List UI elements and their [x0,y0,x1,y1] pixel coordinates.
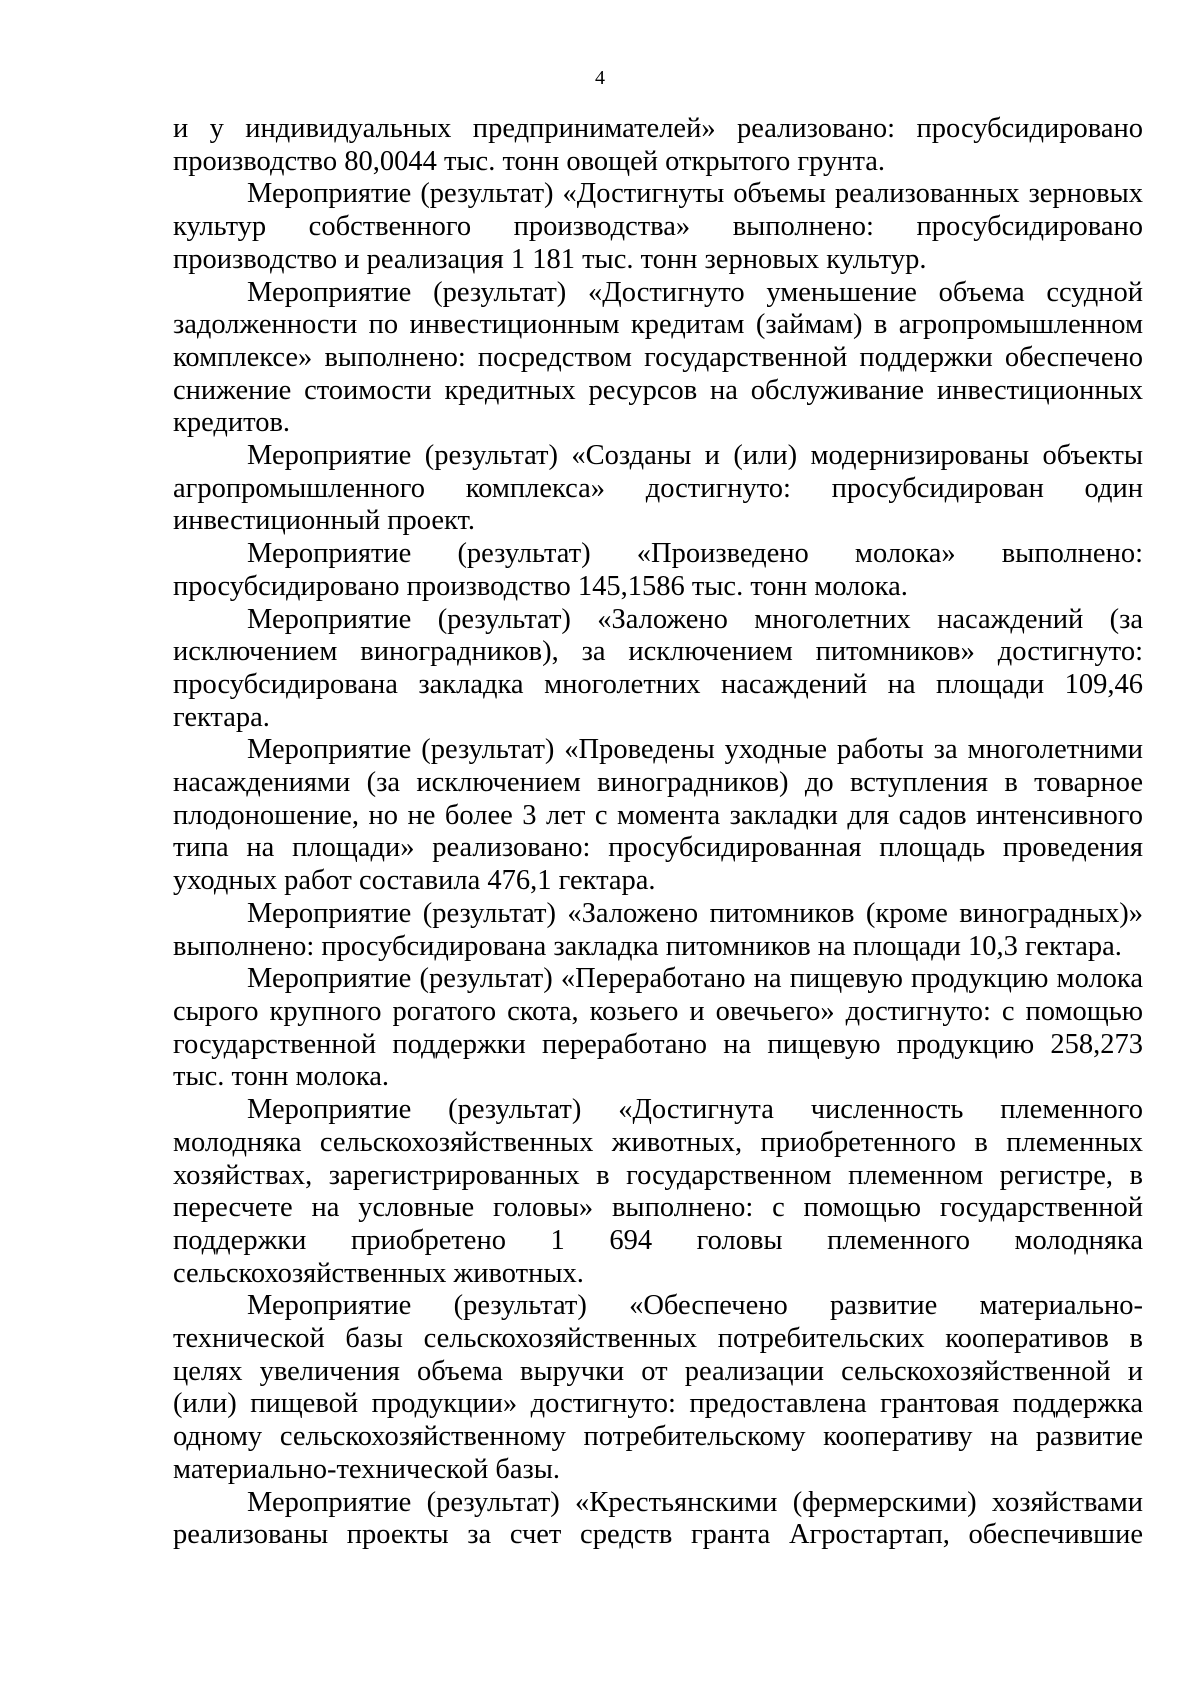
paragraph-milk-production: Мероприятие (результат) «Произведено молока» выполнено: просубсидировано производство 145,1586 тыс. тонн молока. [173,538,1143,602]
paragraph-loan-debt: Мероприятие (результат) «Достигнуто уменьшение объема ссудной задолженности по инвестиционным кредитам (займам) в агропромышленном комплексе» выполнено: посредством государственной поддержки обеспечено снижение стоимости кредитных ресурсов на обслуживание инвестиционных кредитов. [173,276,1143,439]
paragraph-nurseries: Мероприятие (результат) «Заложено питомников (кроме виноградных)» выполнено: просубсидирована закладка питомников на площади 10,3 гектара. [173,897,1143,962]
paragraph-milk-processing: Мероприятие (результат) «Переработано на пищевую продукцию молока сырого крупного рогатого скота, козьего и овечьего» достигнуто: с помощью государственной поддержки переработано на пищевую продукцию 258,273 тыс. тонн молока. [173,963,1143,1093]
paragraph-breeding-stock: Мероприятие (результат) «Достигнута численность племенного молодняка сельскохозяйственных животных, приобретенного в племенных хозяйствах, зарегистрированных в государственном племенном регистре, в пересчете на условные головы» выполнено: с помощью государственной поддержки приобретено 1 694 головы племенного молодняка сельскохозяйственных животных. [173,1094,1143,1289]
paragraph-perennial-plantings: Мероприятие (результат) «Заложено многолетних насаждений (за исключением виноградников), за исключением питомников» достигнуто: просубсидирована закладка многолетних насаждений на площади 109,46 гектара. [173,603,1143,733]
paragraph-agro-objects: Мероприятие (результат) «Созданы и (или) модернизированы объекты агропромышленного комплекса» достигнуто: просубсидирован один инвестиционный проект. [173,440,1143,537]
paragraph-agrostartup: Мероприятие (результат) «Крестьянскими (фермерскими) хозяйствами реализованы проекты за счет средств гранта Агростартап, обеспечившие [173,1486,1143,1551]
paragraph-maintenance-works: Мероприятие (результат) «Проведены уходные работы за многолетними насаждениями (за исключением виноградников) до вступления в товарное плодоношение, но не более 3 лет с момента закладки для садов интенсивного типа на площади» реализовано: просубсидированная площадь проведения уходных работ составила 476,1 гектара. [173,734,1143,897]
page-number: 4 [595,67,605,89]
paragraph-continuation: и у индивидуальных предпринимателей» реализовано: просубсидировано производство 80,0044 тыс. тонн овощей открытого грунта. [173,113,1143,177]
paragraph-cooperatives: Мероприятие (результат) «Обеспечено развитие материально-технической базы сельскохозяйственных потребительских кооперативов в целях увеличения объема выручки от реализации сельскохозяйственной и (или) пищевой продукции» достигнуто: предоставлена грантовая поддержка одному сельскохозяйственному потребительскому кооперативу на развитие материально-технической базы. [173,1290,1143,1485]
paragraph-grain-crops: Мероприятие (результат) «Достигнуты объемы реализованных зерновых культур собственного производства» выполнено: просубсидировано производство и реализация 1 181 тыс. тонн зерновых культур. [173,178,1143,275]
document-body [173,113,1143,1552]
